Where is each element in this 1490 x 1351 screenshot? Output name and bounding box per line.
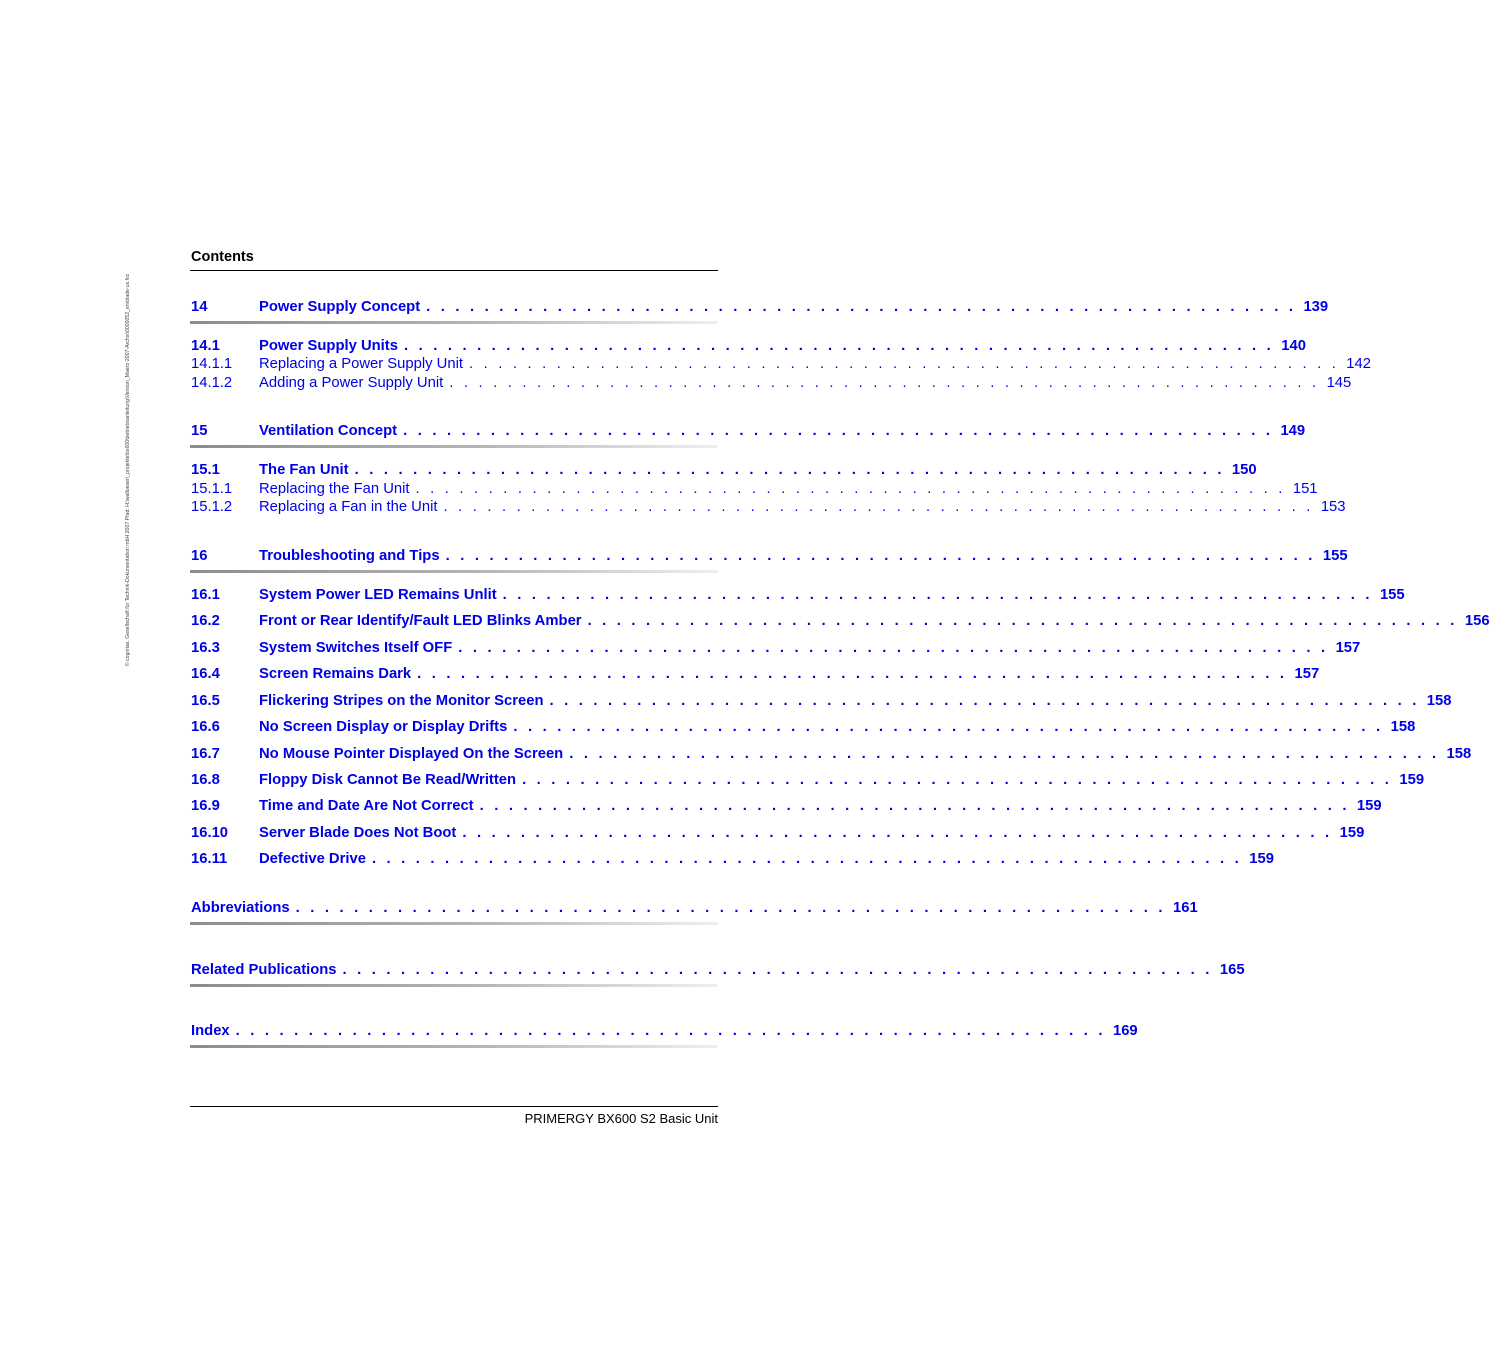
toc-entry-page: 153: [1320, 499, 1346, 515]
toc-entry[interactable]: [191, 744, 1472, 764]
toc-entry[interactable]: [191, 585, 1405, 605]
toc-leader-dots: . . . . . . . . . . . . . . . . . . . . . . . . . . . . . . . . . . . . . . . . . . . . . . . . . . . . . . . . . . . .: [354, 462, 1225, 478]
toc-leader-dots: . . . . . . . . . . . . . . . . . . . . . . . . . . . . . . . . . . . . . . . . . . . . . . . . . . . . . . . . . . . .: [468, 356, 1339, 372]
toc-leader-dots: . . . . . . . . . . . . . . . . . . . . . . . . . . . . . . . . . . . . . . . . . . . . . . . . . . . . . . . . . . . .: [458, 640, 1329, 656]
toc-leader-dots: . . . . . . . . . . . . . . . . . . . . . . . . . . . . . . . . . . . . . . . . . . . . . . . . . . . . . . . . . . . .: [443, 499, 1314, 515]
toc-entry[interactable]: [191, 354, 1371, 374]
page-header-title: Contents: [191, 249, 254, 265]
toc-entry-title: System Switches Itself OFF: [259, 640, 453, 656]
toc-leader-dots: . . . . . . . . . . . . . . . . . . . . . . . . . . . . . . . . . . . . . . . . . . . . . . . . . . . . . . . . . . . .: [549, 693, 1420, 709]
toc-entry-page: 159: [1249, 851, 1274, 867]
toc-entry-page: 159: [1356, 798, 1382, 814]
toc-entry-page: 161: [1172, 900, 1198, 916]
toc-entry-number: 16.8: [191, 772, 220, 788]
toc-entry-title: Front or Rear Identify/Fault LED Blinks Amber: [259, 613, 582, 629]
toc-entry-title: Time and Date Are Not Correct: [259, 798, 474, 814]
footer-text: PRIMERGY BX600 S2 Basic Unit: [524, 1111, 718, 1126]
section-rule: [190, 984, 718, 987]
toc-entry-number: 14.1.1: [191, 356, 233, 372]
toc-leader-dots: . . . . . . . . . . . . . . . . . . . . . . . . . . . . . . . . . . . . . . . . . . . . . . . . . . . . . . . . . . . .: [445, 548, 1316, 564]
toc-entry-page: 142: [1346, 356, 1371, 372]
toc-entry-page: 156: [1464, 613, 1490, 629]
toc-entry-page: 145: [1326, 375, 1352, 391]
section-rule: [190, 570, 718, 573]
toc-entry-title: System Power LED Remains Unlit: [259, 587, 497, 603]
toc-entry-page: 159: [1399, 772, 1425, 788]
toc-leader-dots: . . . . . . . . . . . . . . . . . . . . . . . . . . . . . . . . . . . . . . . . . . . . . . . . . . . . . . . . . . . .: [522, 772, 1393, 788]
toc-leader-dots: . . . . . . . . . . . . . . . . . . . . . . . . . . . . . . . . . . . . . . . . . . . . . . . . . . . . . . . . . . . .: [569, 746, 1440, 762]
toc-entry-number: 15: [191, 423, 208, 439]
toc-entry-page: 150: [1231, 462, 1257, 478]
toc-entry-number: 16.10: [191, 825, 229, 841]
toc-leader-dots: . . . . . . . . . . . . . . . . . . . . . . . . . . . . . . . . . . . . . . . . . . . . . . . . . . . . . . . . . . . .: [513, 719, 1384, 735]
toc-entry-page: 155: [1322, 548, 1348, 564]
toc-entry-title: Replacing a Power Supply Unit: [259, 356, 463, 372]
section-rule: [190, 1045, 718, 1048]
toc-entry-title: Power Supply Concept: [259, 299, 421, 315]
toc-entry-page: 157: [1294, 666, 1320, 682]
toc-leader-dots: . . . . . . . . . . . . . . . . . . . . . . . . . . . . . . . . . . . . . . . . . . . . . . . . . . . . . . . . . . . .: [449, 375, 1320, 391]
toc-leader-dots: . . . . . . . . . . . . . . . . . . . . . . . . . . . . . . . . . . . . . . . . . . . . . . . . . . . . . . . . . . . .: [587, 613, 1458, 629]
side-margin-text: © cognitas. Gesellschaft für Technik-Dokumentation mbH 2007 Pfad: H:\walloeser\_projekte\bx600\betriebsanleitung\Version_Maerz-2007-Archiv\0000052_emblade-us.fvz: [125, 273, 131, 667]
toc-entry[interactable]: [191, 638, 1361, 658]
toc-entry-page: 165: [1219, 962, 1245, 978]
toc-leader-dots: . . . . . . . . . . . . . . . . . . . . . . . . . . . . . . . . . . . . . . . . . . . . . . . . . . . . . . . . . . . .: [403, 338, 1274, 354]
toc-leader-dots: . . . . . . . . . . . . . . . . . . . . . . . . . . . . . . . . . . . . . . . . . . . . . . . . . . . . . . . . . . . .: [295, 900, 1166, 916]
toc-entry-number: 16.4: [191, 666, 220, 682]
toc-entry-title: Floppy Disk Cannot Be Read/Written: [259, 772, 517, 788]
toc-entry[interactable]: [191, 297, 1329, 317]
toc-entry-page: 158: [1446, 746, 1472, 762]
toc-entry-title: No Screen Display or Display Drifts: [259, 719, 508, 735]
toc-entry-title: No Mouse Pointer Displayed On the Screen: [259, 746, 564, 762]
toc-entry-title: Abbreviations: [191, 900, 290, 916]
toc-entry[interactable]: [191, 460, 1257, 480]
toc-entry-page: 139: [1303, 299, 1329, 315]
toc-entry-page: 149: [1280, 423, 1306, 439]
toc-leader-dots: . . . . . . . . . . . . . . . . . . . . . . . . . . . . . . . . . . . . . . . . . . . . . . . . . . . . . . . . . . . .: [426, 299, 1297, 315]
toc-entry[interactable]: [191, 497, 1346, 517]
toc-entry-number: 15.1.1: [191, 481, 233, 497]
toc-entry[interactable]: [191, 796, 1382, 816]
toc-leader-dots: . . . . . . . . . . . . . . . . . . . . . . . . . . . . . . . . . . . . . . . . . . . . . . . . . . . . . . . . . . . .: [479, 798, 1350, 814]
toc-entry-title: Flickering Stripes on the Monitor Screen: [259, 693, 544, 709]
toc-entry-page: 151: [1292, 481, 1318, 497]
toc-entry-number: 15.1.2: [191, 499, 233, 515]
header-rule: [190, 270, 718, 271]
toc-entry[interactable]: [191, 336, 1306, 356]
toc-entry-number: 14.1: [191, 338, 220, 354]
toc-entry-title: Server Blade Does Not Boot: [259, 825, 457, 841]
toc-entry-number: 16.3: [191, 640, 220, 656]
toc-entry-page: 155: [1379, 587, 1405, 603]
toc-entry-title: Defective Drive: [259, 851, 366, 867]
toc-leader-dots: . . . . . . . . . . . . . . . . . . . . . . . . . . . . . . . . . . . . . . . . . . . . . . . . . . . . . . . . . . . .: [462, 825, 1333, 841]
toc-leader-dots: . . . . . . . . . . . . . . . . . . . . . . . . . . . . . . . . . . . . . . . . . . . . . . . . . . . . . . . . . . . .: [342, 962, 1213, 978]
toc-entry-title: Index: [191, 1023, 230, 1039]
toc-entry[interactable]: [191, 546, 1348, 566]
toc-entry-title: The Fan Unit: [259, 462, 349, 478]
toc-entry[interactable]: [191, 479, 1318, 499]
toc-entry-title: Adding a Power Supply Unit: [259, 375, 444, 391]
toc-entry[interactable]: [191, 770, 1425, 790]
toc-entry[interactable]: [191, 611, 1490, 631]
footer-rule: [190, 1106, 718, 1107]
toc-entry-page: 159: [1339, 825, 1365, 841]
toc-entry-title: Related Publications: [191, 962, 337, 978]
toc-entry-title: Replacing the Fan Unit: [259, 481, 410, 497]
toc-entry-title: Troubleshooting and Tips: [259, 548, 440, 564]
section-rule: [190, 445, 718, 448]
toc-leader-dots: . . . . . . . . . . . . . . . . . . . . . . . . . . . . . . . . . . . . . . . . . . . . . . . . . . . . . . . . . . . .: [415, 481, 1286, 497]
toc-leader-dots: . . . . . . . . . . . . . . . . . . . . . . . . . . . . . . . . . . . . . . . . . . . . . . . . . . . . . . . . . . . .: [403, 423, 1274, 439]
toc-leader-dots: . . . . . . . . . . . . . . . . . . . . . . . . . . . . . . . . . . . . . . . . . . . . . . . . . . . . . . . . . . . .: [235, 1023, 1106, 1039]
toc-entry[interactable]: [191, 421, 1306, 441]
section-rule: [190, 922, 718, 925]
section-rule: [190, 321, 718, 324]
toc-entry-number: 16: [191, 548, 208, 564]
toc-entry-number: 14.1.2: [191, 375, 233, 391]
toc-entry-page: 157: [1335, 640, 1361, 656]
toc-entry-number: 16.11: [191, 851, 228, 867]
toc-entry[interactable]: [191, 717, 1416, 737]
toc-entry[interactable]: [191, 1021, 1138, 1041]
toc-entry-title: Power Supply Units: [259, 338, 398, 354]
toc-entry-number: 16.6: [191, 719, 220, 735]
toc-entry[interactable]: [191, 691, 1452, 711]
toc-entry-number: 14: [191, 299, 208, 315]
toc-entry[interactable]: [191, 960, 1245, 980]
toc-leader-dots: . . . . . . . . . . . . . . . . . . . . . . . . . . . . . . . . . . . . . . . . . . . . . . . . . . . . . . . . . . . .: [417, 666, 1288, 682]
toc-entry-title: Ventilation Concept: [259, 423, 398, 439]
toc-entry-number: 16.5: [191, 693, 220, 709]
toc-entry-page: 169: [1112, 1023, 1138, 1039]
toc-entry-number: 15.1: [191, 462, 220, 478]
toc-entry-page: 158: [1390, 719, 1416, 735]
toc-entry[interactable]: [191, 849, 1274, 869]
toc-entry[interactable]: [191, 898, 1198, 918]
toc-entry[interactable]: [191, 373, 1352, 393]
toc-leader-dots: . . . . . . . . . . . . . . . . . . . . . . . . . . . . . . . . . . . . . . . . . . . . . . . . . . . . . . . . . . . .: [502, 587, 1373, 603]
toc-leader-dots: . . . . . . . . . . . . . . . . . . . . . . . . . . . . . . . . . . . . . . . . . . . . . . . . . . . . . . . . . . . .: [371, 851, 1242, 867]
toc-entry[interactable]: [191, 664, 1320, 684]
toc-entry-number: 16.2: [191, 613, 220, 629]
toc-entry-title: Screen Remains Dark: [259, 666, 412, 682]
toc-entry-page: 140: [1281, 338, 1306, 354]
toc-entry-title: Replacing a Fan in the Unit: [259, 499, 438, 515]
toc-entry-number: 16.9: [191, 798, 220, 814]
toc-entry-number: 16.7: [191, 746, 220, 762]
toc-entry-number: 16.1: [191, 587, 220, 603]
toc-entry[interactable]: [191, 823, 1365, 843]
toc-entry-page: 158: [1426, 693, 1452, 709]
